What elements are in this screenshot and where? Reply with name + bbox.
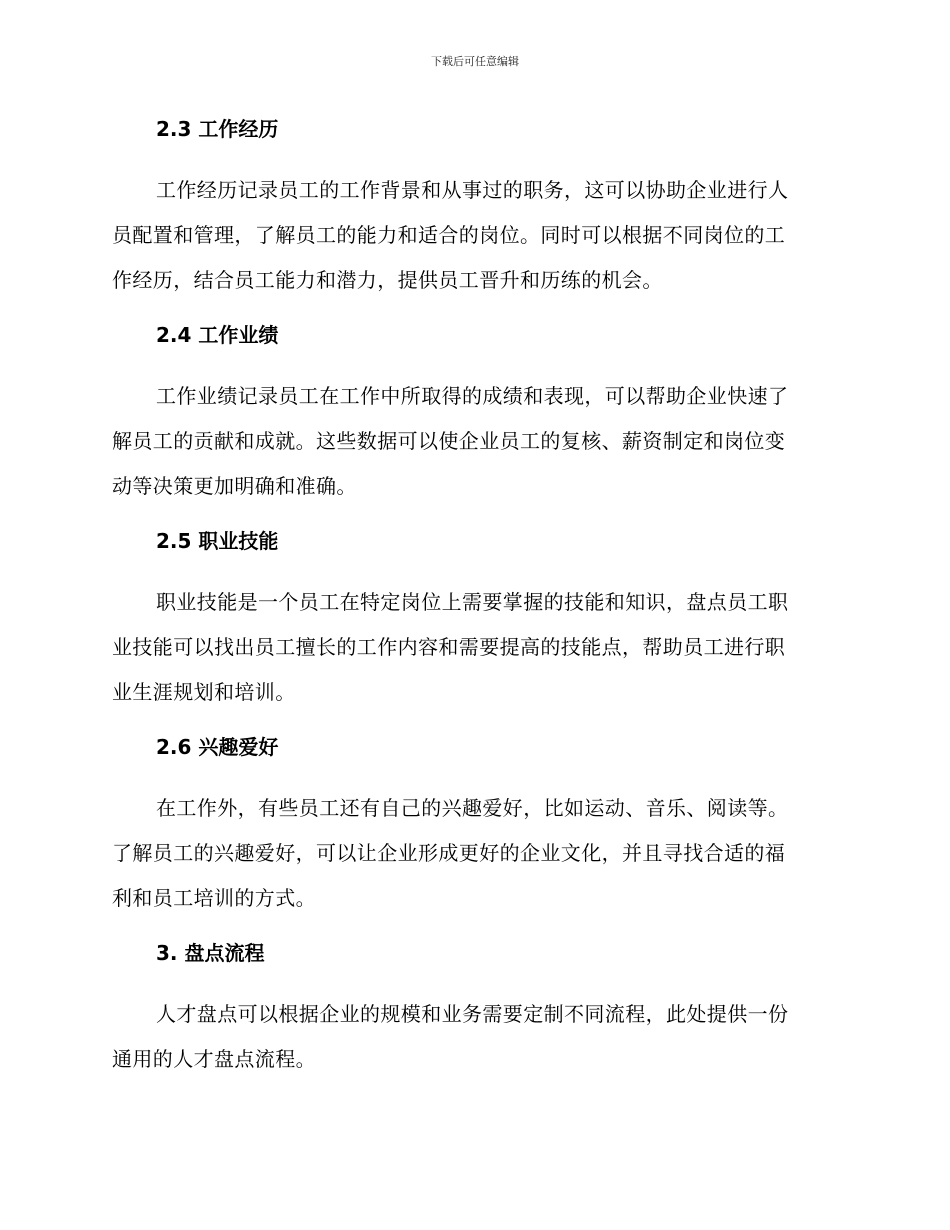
paragraph-professional-skills: [112, 580, 832, 715]
document-body: [112, 114, 832, 1099]
paragraph-line: 人才盘点可以根据企业的规模和业务需要定制不同流程，此处提供一份: [156, 1002, 789, 1026]
paragraph-line: 了解员工的兴趣爱好，可以让企业形成更好的企业文化，并且寻找合适的福: [112, 841, 786, 865]
paragraph-line: 业技能可以找出员工擅长的工作内容和需要提高的技能点，帮助员工进行职: [112, 635, 786, 659]
section-heading-3: 3. 盘点流程: [156, 941, 265, 965]
section-heading-2-3: 2.3 工作经历: [156, 117, 279, 141]
paragraph-inventory-process: [112, 992, 832, 1082]
paragraph-line: 职业技能是一个员工在特定岗位上需要掌握的技能和知识，盘点员工职: [156, 590, 789, 614]
paragraph-line: 业生涯规划和培训。: [112, 680, 296, 704]
paragraph-line: 动等决策更加明确和准确。: [112, 474, 357, 498]
section-heading-2-5: 2.5 职业技能: [156, 529, 279, 553]
paragraph-line: 解员工的贡献和成就。这些数据可以使企业员工的复核、薪资制定和岗位变: [112, 429, 786, 453]
paragraph-line: 工作经历记录员工的工作背景和从事过的职务，这可以协助企业进行人: [156, 178, 789, 202]
paragraph-line: 员配置和管理，了解员工的能力和适合的岗位。同时可以根据不同岗位的工: [112, 223, 786, 247]
page-header: 下载后可任意编辑: [431, 55, 519, 68]
paragraph-line: 作经历，结合员工能力和潜力，提供员工晋升和历练的机会。: [112, 268, 663, 292]
section-heading-2-4: 2.4 工作业绩: [156, 323, 279, 347]
paragraph-line: 利和员工培训的方式。: [112, 886, 316, 910]
paragraph-hobbies: [112, 786, 832, 921]
paragraph-line: 在工作外，有些员工还有自己的兴趣爱好，比如运动、音乐、阅读等。: [156, 796, 789, 820]
section-heading-2-6: 2.6 兴趣爱好: [156, 735, 279, 759]
paragraph-work-experience: [112, 168, 832, 303]
paragraph-line: 通用的人才盘点流程。: [112, 1047, 316, 1071]
paragraph-work-performance: [112, 374, 832, 509]
paragraph-line: 工作业绩记录员工在工作中所取得的成绩和表现，可以帮助企业快速了: [156, 384, 789, 408]
